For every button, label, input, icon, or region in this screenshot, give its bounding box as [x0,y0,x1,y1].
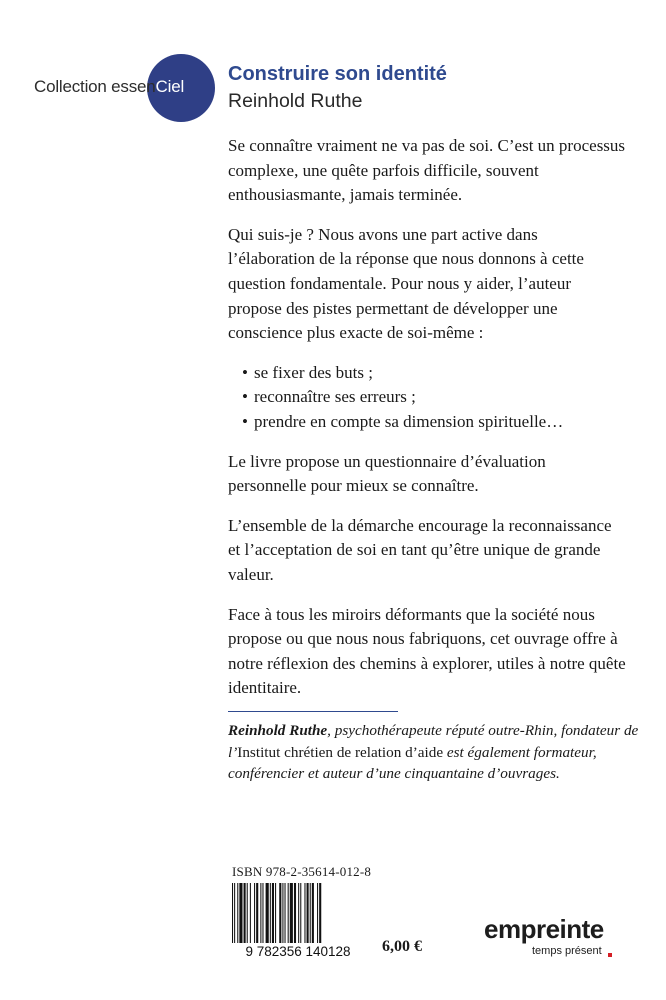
isbn-label: ISBN 978-2-35614-012-8 [232,864,372,879]
publisher-subtitle: temps présent [532,945,602,957]
barcode [224,883,372,959]
barcode-digits: 9 782356 140128 [245,944,351,959]
barcode-bar [272,883,274,949]
barcode-bar [247,883,248,949]
barcode-bar [319,883,321,949]
barcode-bar [256,883,258,949]
barcode-bar [250,883,251,949]
barcode-bar [275,883,276,949]
barcode-bar [310,883,311,949]
book-author: Reinhold Ruthe [228,90,363,112]
price: 6,00 € [382,938,422,955]
barcode-bar [317,883,318,949]
blurb-paragraph-5: Face à tous les miroirs déformants que la société nous propose ou que nous nous fabriquons, cet ouvrage offre à notre réflexion des chemins à explorer, utiles à notre quête identitaire. [228,604,626,698]
collection-badge [34,72,216,108]
barcode-bar [288,883,289,949]
book-title: Construire son identité [228,63,447,85]
publisher-dot [608,953,612,957]
barcode-bar [244,883,246,949]
barcode-bar [232,883,233,949]
barcode-bar [298,883,299,949]
barcode-bar [279,883,281,949]
bio-author-name: Reinhold Ruthe [228,722,328,739]
bio-institute: Institut chrétien de relation d’aide [237,743,444,761]
barcode-bar [239,883,242,949]
barcode-bar [290,883,293,949]
barcode-bar [234,883,235,949]
barcode-bar [285,883,286,949]
author-bio: Reinhold Ruthe, psychothérapeute réputé outre-Rhin, fondateur de l’Institut chrétien de relation d’aide est également formateur, conférencier et auteur d’une cinquantaine d’ouvrages. [228,722,639,782]
publisher-logo: empreinte [484,914,604,944]
bio-divider [228,711,398,712]
collection-label: Collection essen [34,77,156,96]
barcode-bar [304,883,305,949]
barcode-bar [237,883,238,949]
collection-label-highlight: Ciel [155,77,185,96]
barcode-bar [282,883,283,949]
barcode-bar [262,883,263,949]
list-item: • prendre en compte sa dimension spirituelle… [242,410,628,435]
blurb-paragraph-3: Le livre propose un questionnaire d’évaluation personnelle pour mieux se connaître. [228,451,546,496]
barcode-bar [260,883,261,949]
barcode-bar [270,883,271,949]
blurb-bullet-list [228,361,628,435]
blurb-paragraph-1: Se connaître vraiment ne va pas de soi. C’est un processus complexe, une quête parfois difficile, souvent enthousiasmante, jamais terminée. [228,136,626,205]
barcode-bar [266,883,269,949]
list-item: • se fixer des buts ; [242,361,628,386]
back-cover-blurb [228,134,628,716]
barcode-bar [294,883,296,949]
barcode-bar [312,883,314,949]
list-item: • reconnaître ses erreurs ; [242,385,628,410]
barcode-bar [300,883,301,949]
barcode-bar [307,883,309,949]
blurb-paragraph-4: L’ensemble de la démarche encourage la reconnaissance et l’acceptation de soi en tant qu’être unique de grande valeur. [228,515,612,584]
barcode-bar [254,883,255,949]
blurb-paragraph-2: Qui suis-je ? Nous avons une part active dans l’élaboration de la réponse que nous donnons à cette question fondamentale. Pour nous y aider, l’auteur propose des pistes permettant de développer une conscience plus exacte de soi-même : [228,224,584,343]
